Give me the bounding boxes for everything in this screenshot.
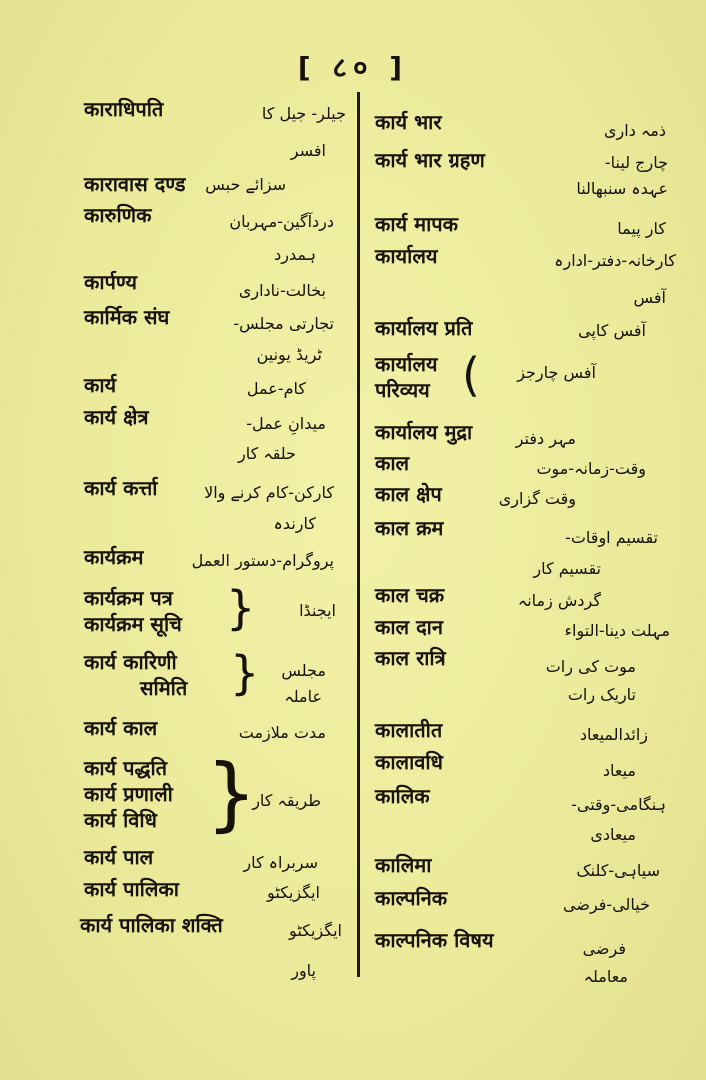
headword: काल चक्र <box>375 583 445 607</box>
headword: काराधिपति <box>84 97 164 121</box>
translation: تقسیم اوقات- <box>565 528 658 547</box>
translation: کارخانہ-دفتر-ادارہ <box>554 251 676 270</box>
translation: وقت-زمانہ-موت <box>536 459 646 478</box>
translation: ایگزیکٹو <box>289 921 342 940</box>
brace: } <box>206 747 257 840</box>
column-divider <box>357 92 360 977</box>
headword: कार्य क्षेत्र <box>84 405 149 429</box>
headword: काल क्षेप <box>375 482 442 506</box>
translation: فرضی <box>582 939 626 958</box>
headword: काल रात्रि <box>375 646 446 670</box>
translation: طریقہ کار <box>252 791 321 810</box>
headword: कार्य भार ग्रहण <box>375 148 485 172</box>
headword: कार्य काल <box>84 716 158 740</box>
translation: سربراہ کار <box>243 853 318 872</box>
headword: काल्पनिक विषय <box>375 928 494 952</box>
translation: معاملہ <box>583 967 628 986</box>
headword: कार्यक्रम सूचि <box>84 612 182 636</box>
headword: कार्पण्य <box>84 270 137 294</box>
translation: میعادی <box>590 825 636 844</box>
translation: ایجنڈا <box>299 601 336 620</box>
translation: ایگزیکٹو <box>267 883 320 902</box>
headword: कार्यालय <box>375 352 438 376</box>
headword: कालिमा <box>375 853 432 877</box>
translation: ٹریڈ یونین <box>256 345 322 364</box>
brace: } <box>226 581 256 635</box>
translation: زائدالمیعاد <box>579 725 648 744</box>
translation: تاریک رات <box>567 685 636 704</box>
headword: काल दान <box>375 615 443 639</box>
headword: कालिक <box>375 784 430 808</box>
translation: موت کی رات <box>545 657 636 676</box>
translation: آفس چارجز <box>517 363 596 382</box>
brace: ( <box>462 348 480 402</box>
headword: कार्य पद्धति <box>84 756 168 780</box>
translation: میعاد <box>602 761 636 780</box>
translation: سزائے حبس <box>205 175 286 194</box>
translation: میدانِ عمل- <box>246 414 326 433</box>
page-number: [ ८० ] <box>297 51 409 84</box>
translation: کام-عمل <box>246 379 306 398</box>
translation: ہمدرد <box>274 245 316 264</box>
headword: कारुणिक <box>84 203 152 227</box>
headword: कार्यक्रम <box>84 545 144 569</box>
translation: تقسیم کار <box>533 559 601 578</box>
headword: कार्यालय प्रति <box>375 316 473 340</box>
headword: कार्य <box>84 373 117 397</box>
headword: काल <box>375 451 410 475</box>
translation: ذمہ داری <box>604 121 666 140</box>
translation: ہنگامی-وقتی- <box>571 795 666 814</box>
translation: آفس کاپی <box>578 321 646 340</box>
translation: مہلت دینا-التواء <box>564 621 670 640</box>
headword: काल क्रम <box>375 516 444 540</box>
translation: بخالت-ناداری <box>238 281 326 300</box>
translation: گردش زمانہ <box>517 591 601 610</box>
headword: कार्य भार <box>375 110 442 134</box>
translation: خیالی-فرضی <box>563 895 650 914</box>
translation: مدت ملازمت <box>238 723 326 742</box>
headword: कालातीत <box>375 718 443 742</box>
translation: پروگرام-دستور العمل <box>191 551 334 570</box>
headword: कार्य प्रणाली <box>84 782 173 806</box>
headword: कार्य पालिका शक्ति <box>80 913 223 937</box>
headword: कार्यालय <box>375 244 438 268</box>
headword: परिव्यय <box>375 378 430 402</box>
translation: مجلس <box>281 661 326 680</box>
translation: جیلر- جیل کا <box>261 104 346 123</box>
translation: عہدہ سنبھالنا <box>576 179 668 198</box>
headword: काल्पनिक <box>375 886 448 910</box>
translation: مہر دفتر <box>515 429 576 448</box>
translation: دردآگین-مہربان <box>229 212 334 231</box>
headword: कारावास दण्ड <box>84 172 186 196</box>
headword: कार्य पालिका <box>84 877 179 901</box>
translation: کارکن-کام کرنے والا <box>204 483 334 502</box>
headword: कार्य कारिणी <box>84 650 177 674</box>
headword: कार्य कर्त्ता <box>84 476 158 500</box>
translation: پاور <box>291 961 316 980</box>
translation: کارندہ <box>273 514 316 533</box>
translation: کار پیما <box>617 219 666 238</box>
headword: कार्य विधि <box>84 808 157 832</box>
headword: कार्यक्रम पत्र <box>84 586 173 610</box>
headword: कार्यालय मुद्रा <box>375 420 473 444</box>
translation: سیاہی-کلنک <box>576 861 660 880</box>
translation: تجارتی مجلس- <box>233 314 334 333</box>
translation: آفس <box>633 288 666 307</box>
headword: कार्य मापक <box>375 212 458 236</box>
brace: } <box>230 646 260 700</box>
translation: عاملہ <box>284 687 322 706</box>
translation: افسر <box>290 141 326 160</box>
headword: कालावधि <box>375 750 443 774</box>
headword: कार्मिक संघ <box>84 305 170 329</box>
translation: حلقہ کار <box>238 444 296 463</box>
translation: وقت گزاری <box>498 489 576 508</box>
translation: چارج لینا- <box>604 153 668 172</box>
headword: समिति <box>140 676 188 700</box>
headword: कार्य पाल <box>84 845 154 869</box>
